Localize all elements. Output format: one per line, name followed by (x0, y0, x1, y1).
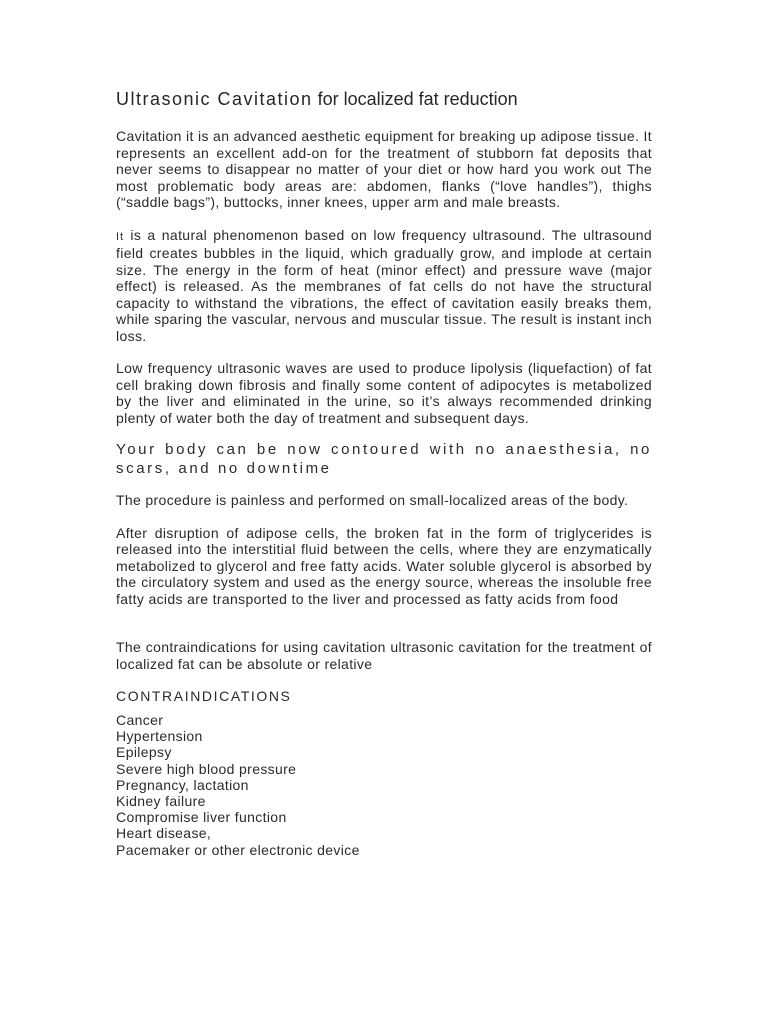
paragraph-first-word: It (116, 230, 125, 243)
list-item: Hypertension (116, 728, 203, 745)
contraindications-list (116, 712, 652, 858)
phenomenon-paragraph-text: is a natural phenomenon based on low frequency ultrasound. The ultrasound field creates bubbles in the liquid, which gradually grow, and implode at certain size. The energy in the form of heat (minor effect) and pressure wave (major effect) is released. As the membranes of fat cells do not have the structural capacity to withstand the vibrations, the effect of cavitation easily breaks them, while sparing the vascular, nervous and muscular tissue. The result is instant inch loss. (116, 226, 652, 344)
disruption-paragraph: After disruption of adipose cells, the broken fat in the form of triglycerides is released into the interstitial fluid between the cells, where they are enzymatically metabolized to glycerol and free fatty acids. Water soluble glycerol is absorbed by the circulatory system and used as the energy source, whereas the insoluble free fatty acids are transported to the liver and processed as fatty acids from food (116, 524, 652, 607)
list-item: Cancer (116, 712, 164, 728)
list-item: Compromise liver function (116, 809, 287, 826)
contour-subheading: Your body can be now contoured with no anaesthesia, no scars, and no downtime (116, 441, 652, 477)
document-page (116, 88, 652, 858)
contraindications-heading: CONTRAINDICATIONS (116, 688, 292, 704)
title-rest: for localized fat reduction (312, 89, 518, 109)
contraindications-intro: The contraindications for using cavitation ultrasonic cavitation for the treatment of localized fat can be absolute or relative (116, 639, 652, 672)
list-item: Kidney failure (116, 793, 206, 810)
lipolysis-paragraph: Low frequency ultrasonic waves are used to produce lipolysis (liquefaction) of fat cell braking down fibrosis and finally some content of adipocytes is metabolized by the liver and eliminated in the urine, so it’s always recommended drinking plenty of water both the day of treatment and subsequent days. (116, 360, 652, 426)
intro-paragraph: Cavitation it is an advanced aesthetic equipment for breaking up adipose tissue. It represents an excellent add-on for the treatment of stubborn fat deposits that never seems to disappear no matter of your diet or how hard you work out The most problematic body areas are: abdomen, flanks (“love handles”), thighs (“saddle bags”), buttocks, inner knees, upper arm and male breasts. (116, 128, 652, 210)
list-item: Severe high blood pressure (116, 760, 297, 777)
procedure-paragraph: The procedure is painless and performed on small-localized areas of the body. (116, 492, 629, 508)
list-item: Epilepsy (116, 744, 172, 761)
list-item: Pregnancy, lactation (116, 776, 249, 793)
page-title (116, 88, 652, 110)
title-lead: Ultrasonic Cavitation (116, 89, 313, 109)
phenomenon-paragraph (116, 227, 652, 345)
list-item: Heart disease, (116, 825, 212, 842)
list-item: Pacemaker or other electronic device (116, 841, 360, 858)
